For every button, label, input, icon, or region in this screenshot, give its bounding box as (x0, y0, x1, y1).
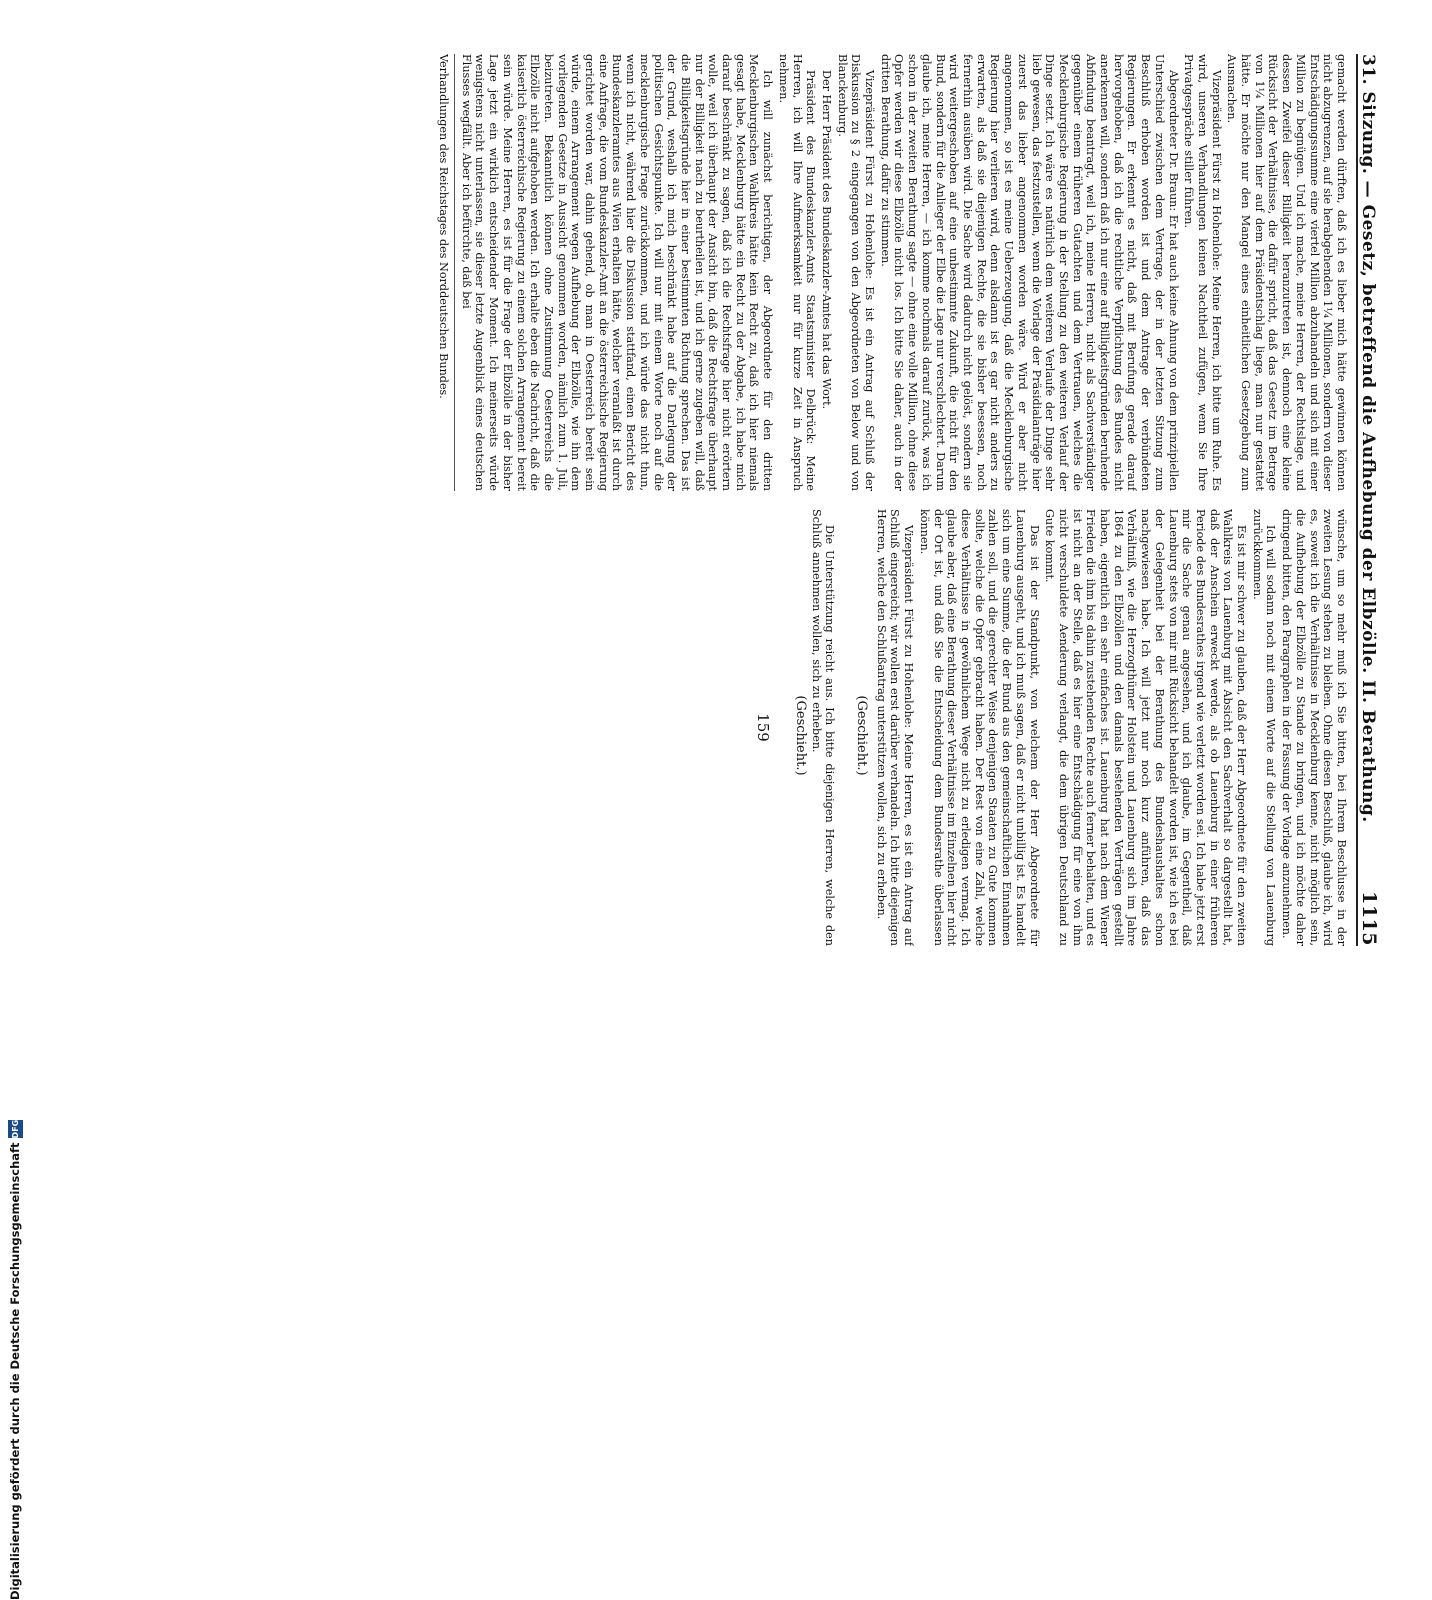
paragraph: Vizepräsident Fürst zu Hohenlohe: Es ist ein Antrag auf Schluß der Diskussion zu § 2 eingegangen von den Abgeordneten von Below und von Blanckenburg. (835, 54, 877, 491)
column-right (48, 509, 1348, 946)
sheet-number: 159 (754, 713, 773, 742)
paragraph: wünsche, um so mehr muß ich Sie bitten, bei Ihrem Beschlusse in der zweiten Lesung stehen zu bleiben. Ohne diesen Beschluß, glaube ich, wird es, soweit ich die Verhältnisse in Mecklenburg kenne, nicht möglich sein, die Aufhebung der Elbzölle zu Stande zu bringen, und ich möchte daher dringend bitten, den Paragraphen in der Fassung der Vorlage anzunehmen. (1280, 509, 1348, 946)
paragraph: Es ist mir schwer zu glauben, daß der Herr Abgeordnete für den zweiten Wahlkreis von Lauenburg mit Absicht den Sachverhalt so dargestellt hat, daß der Anschein erweckt werde, als ob Lauenburg in einer früheren Periode des Bundesrathes irgend wie verletzt worden sei. Ich habe jetzt erst mir die Sache genau angesehen, und ich glaube, im Gegentheil, daß Lauenburg stets von mir mit Rücksicht behandelt worden ist, wie ich es bei der Gelegenheit bei der Berathung des Bundeshaushaltes schon nachgewiesen habe. Ich will jetzt nur noch kurz anführen, daß das Verhältniß, wie die Herzogthümer Holstein und Lauenburg sich im Jahre 1864 zu den Elbzöllen und den damals bestehenden Verträgen gestellt haben, eigentlich ein sehr einfaches ist. Lauenburg hat nach dem Wiener Frieden die ihm bis dahin zustehenden Rechte auch ferner behalten, und es ist nicht an der Stelle, daß es hier eine Entschädigung für eine von ihm nicht verschuldete Aenderung verlangt, die dem übrigen Deutschland zu Gute kommt. (1043, 509, 1249, 946)
paragraph: Vizepräsident Fürst zu Hohenlohe: Meine Herren, es ist ein Antrag auf Schluß eingereicht; wir wollen erst darüber verhandeln. Ich bitte diejenigen Herren, welche den Schlußantrag unterstützen wollen, sich zu erheben. (874, 509, 916, 946)
page-number: 1115 (1358, 891, 1380, 946)
running-title: 31. Sitzung. — Gesetz, betreffend die Aufhebung der Elbzölle. II. Berathung. (1358, 54, 1378, 823)
paragraph: Die Unterstützung reicht aus. Ich bitte diejenigen Herren, welche den Schluß annehmen wollen, sich zu erheben. (809, 509, 837, 946)
page-header (1356, 54, 1390, 946)
paragraph: Vizepräsident Fürst zu Hohenlohe: Meine Herren, ich bitte um Ruhe. Es wird, unseren Verhandlungen keinen Nachtheil zufügen, wenn Sie Ihre Privatgespräche stiller führen. (1182, 54, 1223, 491)
column-left (48, 54, 1348, 491)
dfg-logo-icon: DFG (8, 1120, 23, 1139)
paragraph: Ich will zunächst berichtigen, der Abgeordnete für den dritten Mecklenburgischen Wahlkreis hätte kein Recht zu, daß ich hier niemals gesagt habe, Mecklenburg hätte ein Recht zu der Abgabe, ich habe mich darauf beschränkt zu sagen, daß ich die Rechtsfrage hier nicht erörtern wolle, weil ich überhaupt der Ansicht bin, daß die Rechtsfrage überhaupt nur der Billigkeit nach zu beurtheilen ist, und ich gerne zugeben will, daß die Billigkeitsgründe hier in einer bestimmten Richtung sprechen. Das ist der Grund, weshalb ich mich beschränkt habe auf die Darlegung der politischen Gesichtspunkte. Ich will nur mit einem Worte noch auf die mecklenburgische Frage zurückkommen, und ich würde das nicht thun, wenn ich nicht, während hier die Diskussion stattfand, einen Bericht des Bundeskanzleramtes aus Wien erhalten hätte, welcher veranlaßt ist durch eine Anfrage, die vom Bundeskanzler-Amt an die österreichische Regierung gerichtet worden war, dahin gehend, ob man in Oesterreich bereit sein würde, einem Arrangement wegen Aufhebung der Elbzölle, wie ihn dem vorliegenden Gesetze in Aussicht genommen worden, nämlich zum 1. Juli, beizutreten. Bekanntlich können ohne Zustimmung Oesterreichs die Elbzölle nicht aufgehoben werden. Ich erhalte eben die Nachricht, daß die kaiserlich österreichische Regierung zu einem solchen Arrangement bereit sein würde. Meine Herren, es ist für die Frage der Elbzölle in der bisher Lage jetzt ein wirklich entscheidender Moment. Ich meinerseits würde wenigstens nicht unterlassen, sie dieser letzte Augenblick eines deutschen Flusses wegfällt. Aber ich befürchte, daß bei (459, 54, 775, 491)
paragraph: Präsident des Bundeskanzler-Amts Staatsminister Delbrück: Meine Herren, ich will Ihre Aufmerksamkeit nur für kurze Zeit in Anspruch nehmen. (776, 54, 818, 491)
credit-text: Digitalisierung gefördert durch die Deutsche Forschungsgemeinschaft (8, 1142, 22, 1600)
credit-line (4, 1119, 26, 1600)
document-page (20, 40, 1400, 960)
text-columns (48, 54, 1348, 946)
paragraph: Das ist der Standpunkt, von welchem der Herr Abgeordnete für Lauenburg ausgeht, und ich muß sagen, daß er nicht unbillig ist. Es handelt sich um eine Summe, die der Bund aus den gemeinschaftlichen Einnahmen zahlen soll, und die gerechter Weise denjenigen Staaten zu Gute kommen sollte, welche die Opfer gebracht haben. Der Rest von eine Zahl, welche diese Verhältnisse in gewöhnlichem Wege nicht zu erledigen vermag. Ich glaube aber, daß eine Berathung dieser Verhältnisse im Einzelnen hier nicht der Ort ist, und daß Sie die Entscheidung dem Bundesrathe überlassen können. (917, 509, 1041, 946)
footer-rule (454, 54, 455, 491)
paragraph: Abgeordneter Dr. Braun: Er hat auch keine Ahnung von dem prinzipiellen Unterschied zwischen dem Vertrage, der in der letzten Sitzung zum Beschluß erhoben worden ist und dem Antrage der verbündeten Regierungen. Er erkennt es nicht, daß mit Berufung gerade darauf hervorgehoben, daß ich die rechtliche Verpflichtung des Bundes nicht anerkennen will, sondern daß ich nur eine auf Billigkeitsgründen beruhende Abfindung beantragt, weil ich, meine Herren, nicht als Sachverständiger gegenüber einem früheren Gutachten und dem Vertrauen, welches die Mecklenburgische Regierung in der Stellung zu den weiteren Verlauf der Dinge setzt. Ich wäre es natürlich dem weiteren Verlaufe der Dinge sehr lieb gewesen, das festzustellen, wenn die Vorlage der Präsidialanträge hier zuerst das lieber angenommen worden wäre. Wird er aber nicht angenommen, so ist es meine Ueberzeugung, daß die Mecklenburgische Regierung hier verlieren wird, denn alsdann ist es gar nicht anders zu erwarten, als daß sie diejenigen Rechte, die sie bisher besessen, noch fernerhin ausüben wird. Die Sache wird dadurch nicht gelöst, sondern sie wird weitergeschoben auf eine unbestimmte Zukunft, die nicht für den Bund, sondern für die Anlieger der Elbe die Lage nur verschlechtert. Darum glaube ich, meine Herren, — ich komme nochmals darauf zurück, was ich schon in der zweiten Berathung sagte — ohne eine volle Million, ohne diese Opfer werden wir diese Elbzölle nicht los. Ich bitte Sie daher, auch in der dritten Berathung, dafür zu stimmen. (878, 54, 1180, 491)
footer-note: Verhandlungen des Reichstages des Norddeutschen Bundes. (437, 54, 450, 399)
stage-direction: (Geschieht.) (792, 695, 808, 776)
paragraph: Ich will sodann noch mit einem Worte auf die Stellung von Lauenburg zurückkommen. (1250, 509, 1278, 946)
stage-direction: (Geschieht.) (854, 695, 870, 776)
paragraph: Der Herr Präsident des Bundeskanzler-Amtes hat das Wort. (819, 70, 833, 410)
paragraph: gemacht werden dürften, daß ich es lieber mich hätte gewinnen können nicht abzugrenzen, auf sie herabgehenden 1¼ Millionen, sondern von dieser Entschädigungssumme eine viertel Million abzuhandeln und sich mit einer Million zu begnügen. Und ich mache, meine Herren, der Rechtslage, und dessen Zweifel dieser Billigkeit heranzutreten ist, dennoch eine kleine Rücksicht der Verhältnisse, die dafür spricht, daß das Gesetz im Betrage von 1¼ Millionen hier auf dem Präsidentschlag liege, man nur gestattet hätte. Er möchte nur den Mangel eines einheitlichen Gesetzgebung zum Ausmachen. (1225, 54, 1348, 491)
